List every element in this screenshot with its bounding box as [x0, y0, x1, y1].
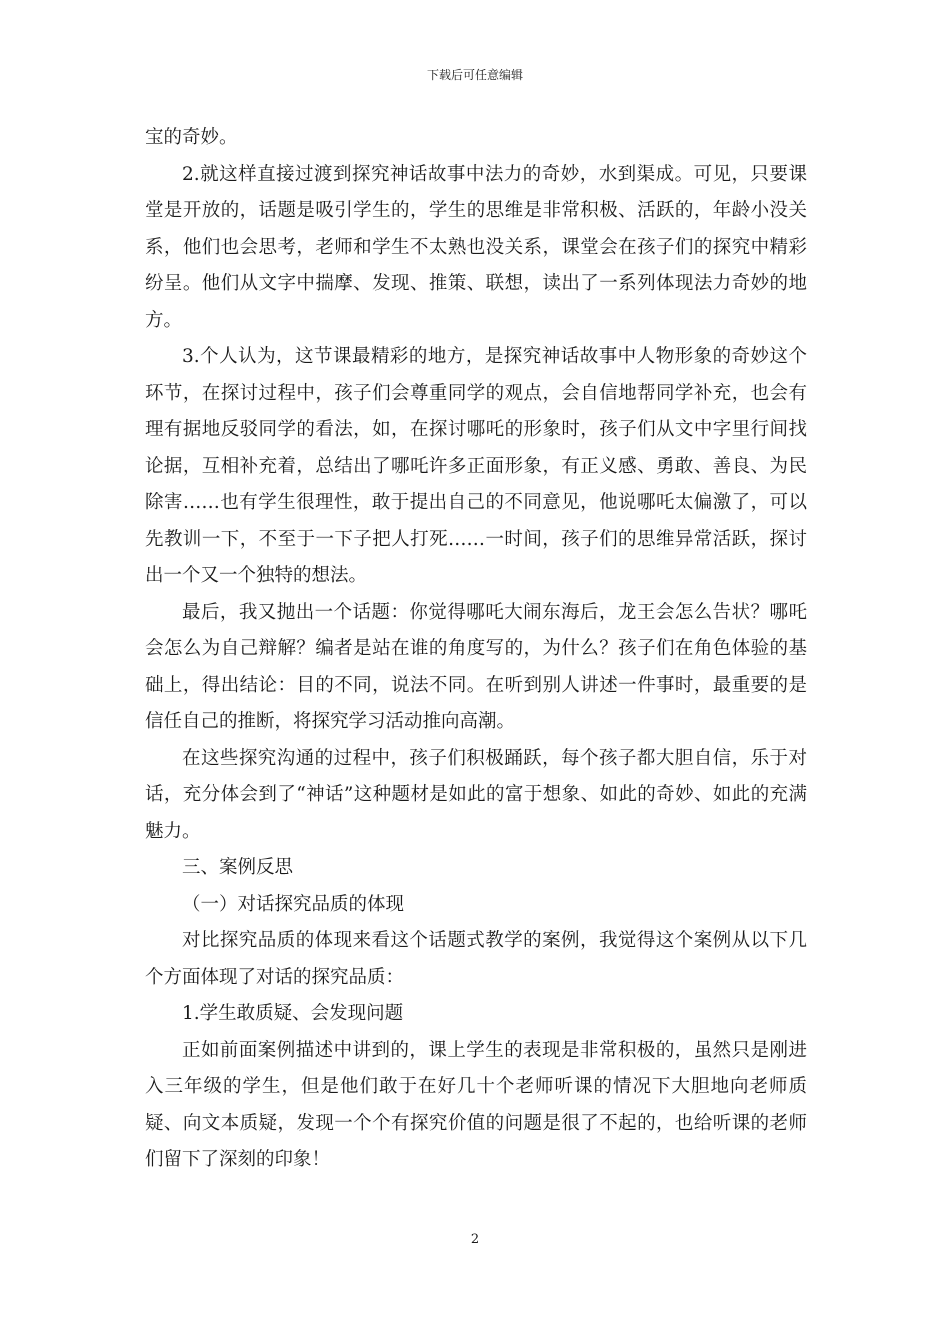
paragraph: 最后，我又抛出一个话题：你觉得哪吒大闹东海后，龙王会怎么告状？哪吒会怎么为自己辩解？编者是站在谁的角度写的，为什么？孩子们在角色体验的基础上，得出结论：目的不同，说法不同。在听到别人讲述一件事时，最重要的是信任自己的推断，将探究学习活动推向高潮。	[145, 601, 807, 732]
list-item-heading: 1.学生敢质疑、会发现问题	[182, 1003, 404, 1024]
subsection-heading: （一）对话探究品质的体现	[182, 893, 405, 915]
page-header: 下载后可任意编辑	[426, 68, 523, 82]
paragraph: 3.个人认为，这节课最精彩的地方，是探究神话故事中人物形象的奇妙这个环节，在探讨过程中，孩子们会尊重同学的观点，会自信地帮同学补充，也会有理有据地反驳同学的看法，如，在探讨哪吒的形象时，孩子们从文中字里行间找论据，互相补充着，总结出了哪吒许多正面形象，有正义感、勇敢、善良、为民除害……也有学生很理性，敢于提出自己的不同意见，他说哪吒太偏激了，可以先教训一下，不至于一下子把人打死……一时间，孩子们的思维异常活跃，探讨出一个又一个独特的想法。	[145, 346, 807, 586]
section-heading: 三、案例反思	[182, 857, 294, 878]
paragraph: 正如前面案例描述中讲到的，课上学生的表现是非常积极的，虽然只是刚进入三年级的学生，但是他们敢于在好几十个老师听课的情况下大胆地向老师质疑、向文本质疑，发现一个个有探究价值的问题是很了不起的，也给听课的老师们留下了深刻的印象！	[145, 1039, 807, 1170]
paragraph: 对比探究品质的体现来看这个话题式教学的案例，我觉得这个案例从以下几个方面体现了对话的探究品质：	[145, 930, 807, 988]
paragraph: 2.就这样直接过渡到探究神话故事中法力的奇妙，水到渠成。可见，只要课堂是开放的，话题是吸引学生的，学生的思维是非常积极、活跃的，年龄小没关系，他们也会思考，老师和学生不太熟也没关系，课堂会在孩子们的探究中精彩纷呈。他们从文字中揣摩、发现、推策、联想，读出了一系列体现法力奇妙的地方。	[145, 163, 807, 331]
document-body	[145, 120, 807, 1179]
paragraph: 在这些探究沟通的过程中，孩子们积极踊跃，每个孩子都大胆自信，乐于对话，充分体会到了“神话”这种题材是如此的富于想象、如此的奇妙、如此的充满魅力。	[145, 747, 807, 842]
paragraph: 宝的奇妙。	[145, 127, 238, 148]
page-number: 2	[470, 1232, 480, 1247]
